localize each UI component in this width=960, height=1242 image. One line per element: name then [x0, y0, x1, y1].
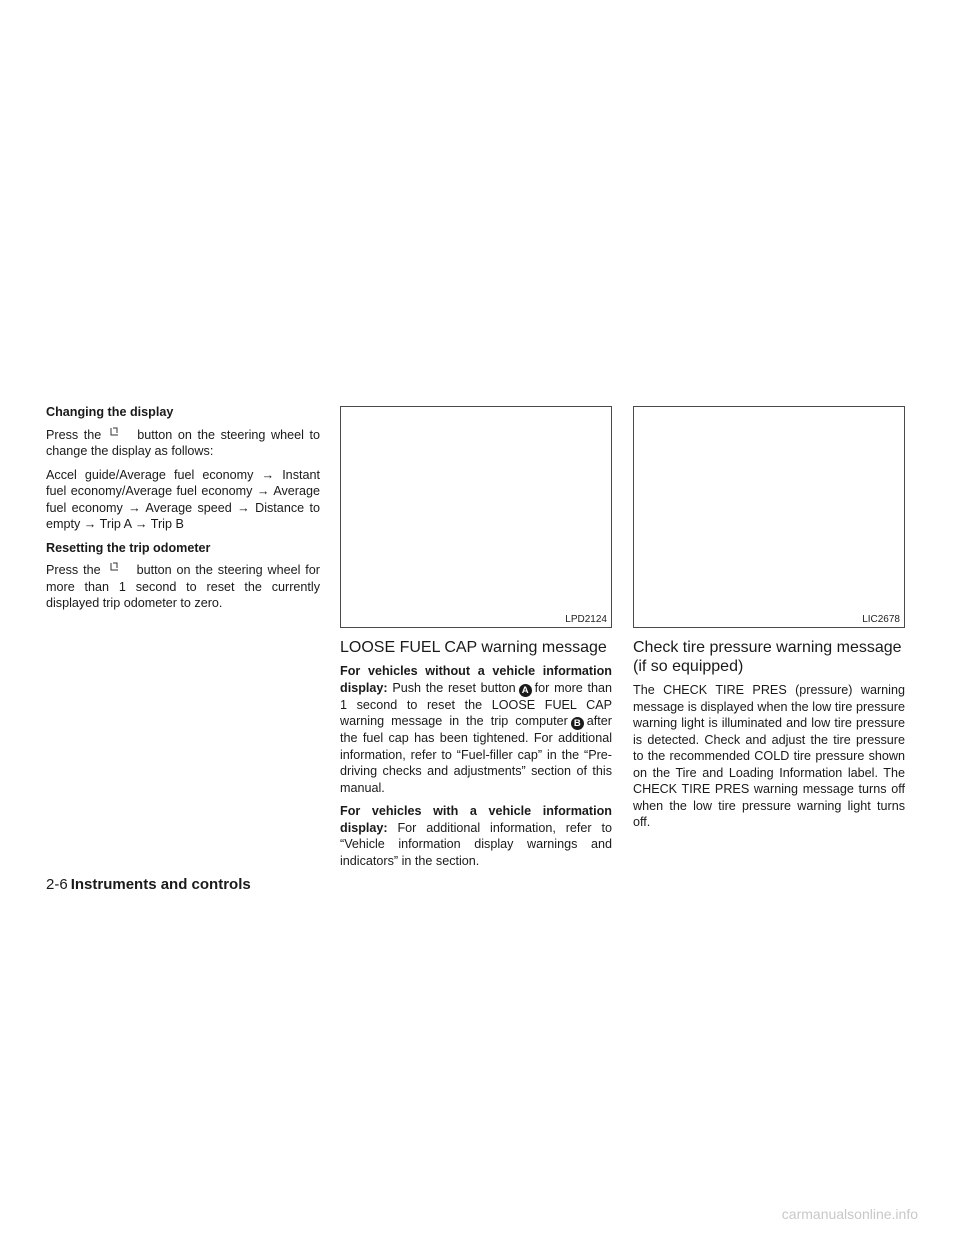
- marker-a-icon: A: [519, 684, 532, 697]
- figure-lic2678: [633, 406, 905, 628]
- p1-text-b: for more than 1 second to reset the LOOSE FUEL CAP warning message in the trip computer: [340, 680, 612, 728]
- section-title: Instruments and controls: [70, 876, 251, 893]
- changing-rest-text: button on the steering wheel to change the display as follows:: [46, 427, 320, 458]
- changing-press-text: Press the: [46, 427, 102, 442]
- heading-changing-display: Changing the display: [46, 405, 174, 419]
- trip-display-button-icon: [109, 561, 119, 572]
- page-number: 2-6: [46, 876, 68, 893]
- p2-text: For additional information, refer to “Vehicle information display warnings and indicators” in the section.: [340, 820, 613, 868]
- p1-text-a: Push the reset button: [392, 680, 516, 695]
- figure-code: LIC2678: [862, 614, 900, 625]
- trip-display-button-icon: [109, 426, 119, 437]
- figure-lpd2124: [340, 406, 612, 628]
- lead-with-display: For vehicles with a vehicle information display:: [340, 804, 612, 835]
- lead-without-display: For vehicles without a vehicle information display:: [340, 664, 612, 695]
- column-left: [46, 404, 320, 619]
- check-tire-pressure-body: The CHECK TIRE PRES (pressure) warning message is displayed when the low tire pressure warning light is illuminated and low tire pressure is detected. Check and adjust the tire pressure to the recommended COLD tire pressure shown on the Tire and Loading Information label. The CHECK TIRE PRES warning message turns off when the low tire pressure warning light turns off.: [633, 683, 905, 829]
- column-right: [633, 406, 905, 838]
- loose-fuel-cap-paragraph-1: [340, 663, 612, 796]
- reset-rest-text: button on the steering wheel for more than 1 second to reset the currently displayed trip odometer to zero.: [46, 563, 320, 610]
- page-footer: [46, 876, 251, 894]
- reset-odometer-instruction: [46, 562, 320, 612]
- column-middle: [340, 406, 612, 876]
- heading-check-tire-pressure: Check tire pressure warning message (if so equipped): [633, 639, 902, 675]
- watermark: carmanualsonline.info: [781, 1205, 918, 1222]
- figure-code: LPD2124: [565, 614, 607, 625]
- p1-text-c: after the fuel cap has been tightened. For additional information, refer to “Fuel-filler cap” in the “Pre-driving checks and adjustments” section of this manual.: [340, 714, 612, 795]
- reset-press-text: Press the: [46, 563, 101, 577]
- display-sequence: Accel guide/Average fuel economy → Instant fuel economy/Average fuel economy → Average fuel economy → Average speed → Distance to empty → Trip A → Trip B: [46, 467, 320, 531]
- marker-b-icon: B: [571, 717, 584, 730]
- heading-reset-odometer: Resetting the trip odometer: [46, 540, 211, 555]
- changing-display-instruction: [46, 427, 320, 460]
- heading-loose-fuel-cap: LOOSE FUEL CAP warning message: [340, 639, 607, 656]
- loose-fuel-cap-paragraph-2: [340, 803, 612, 869]
